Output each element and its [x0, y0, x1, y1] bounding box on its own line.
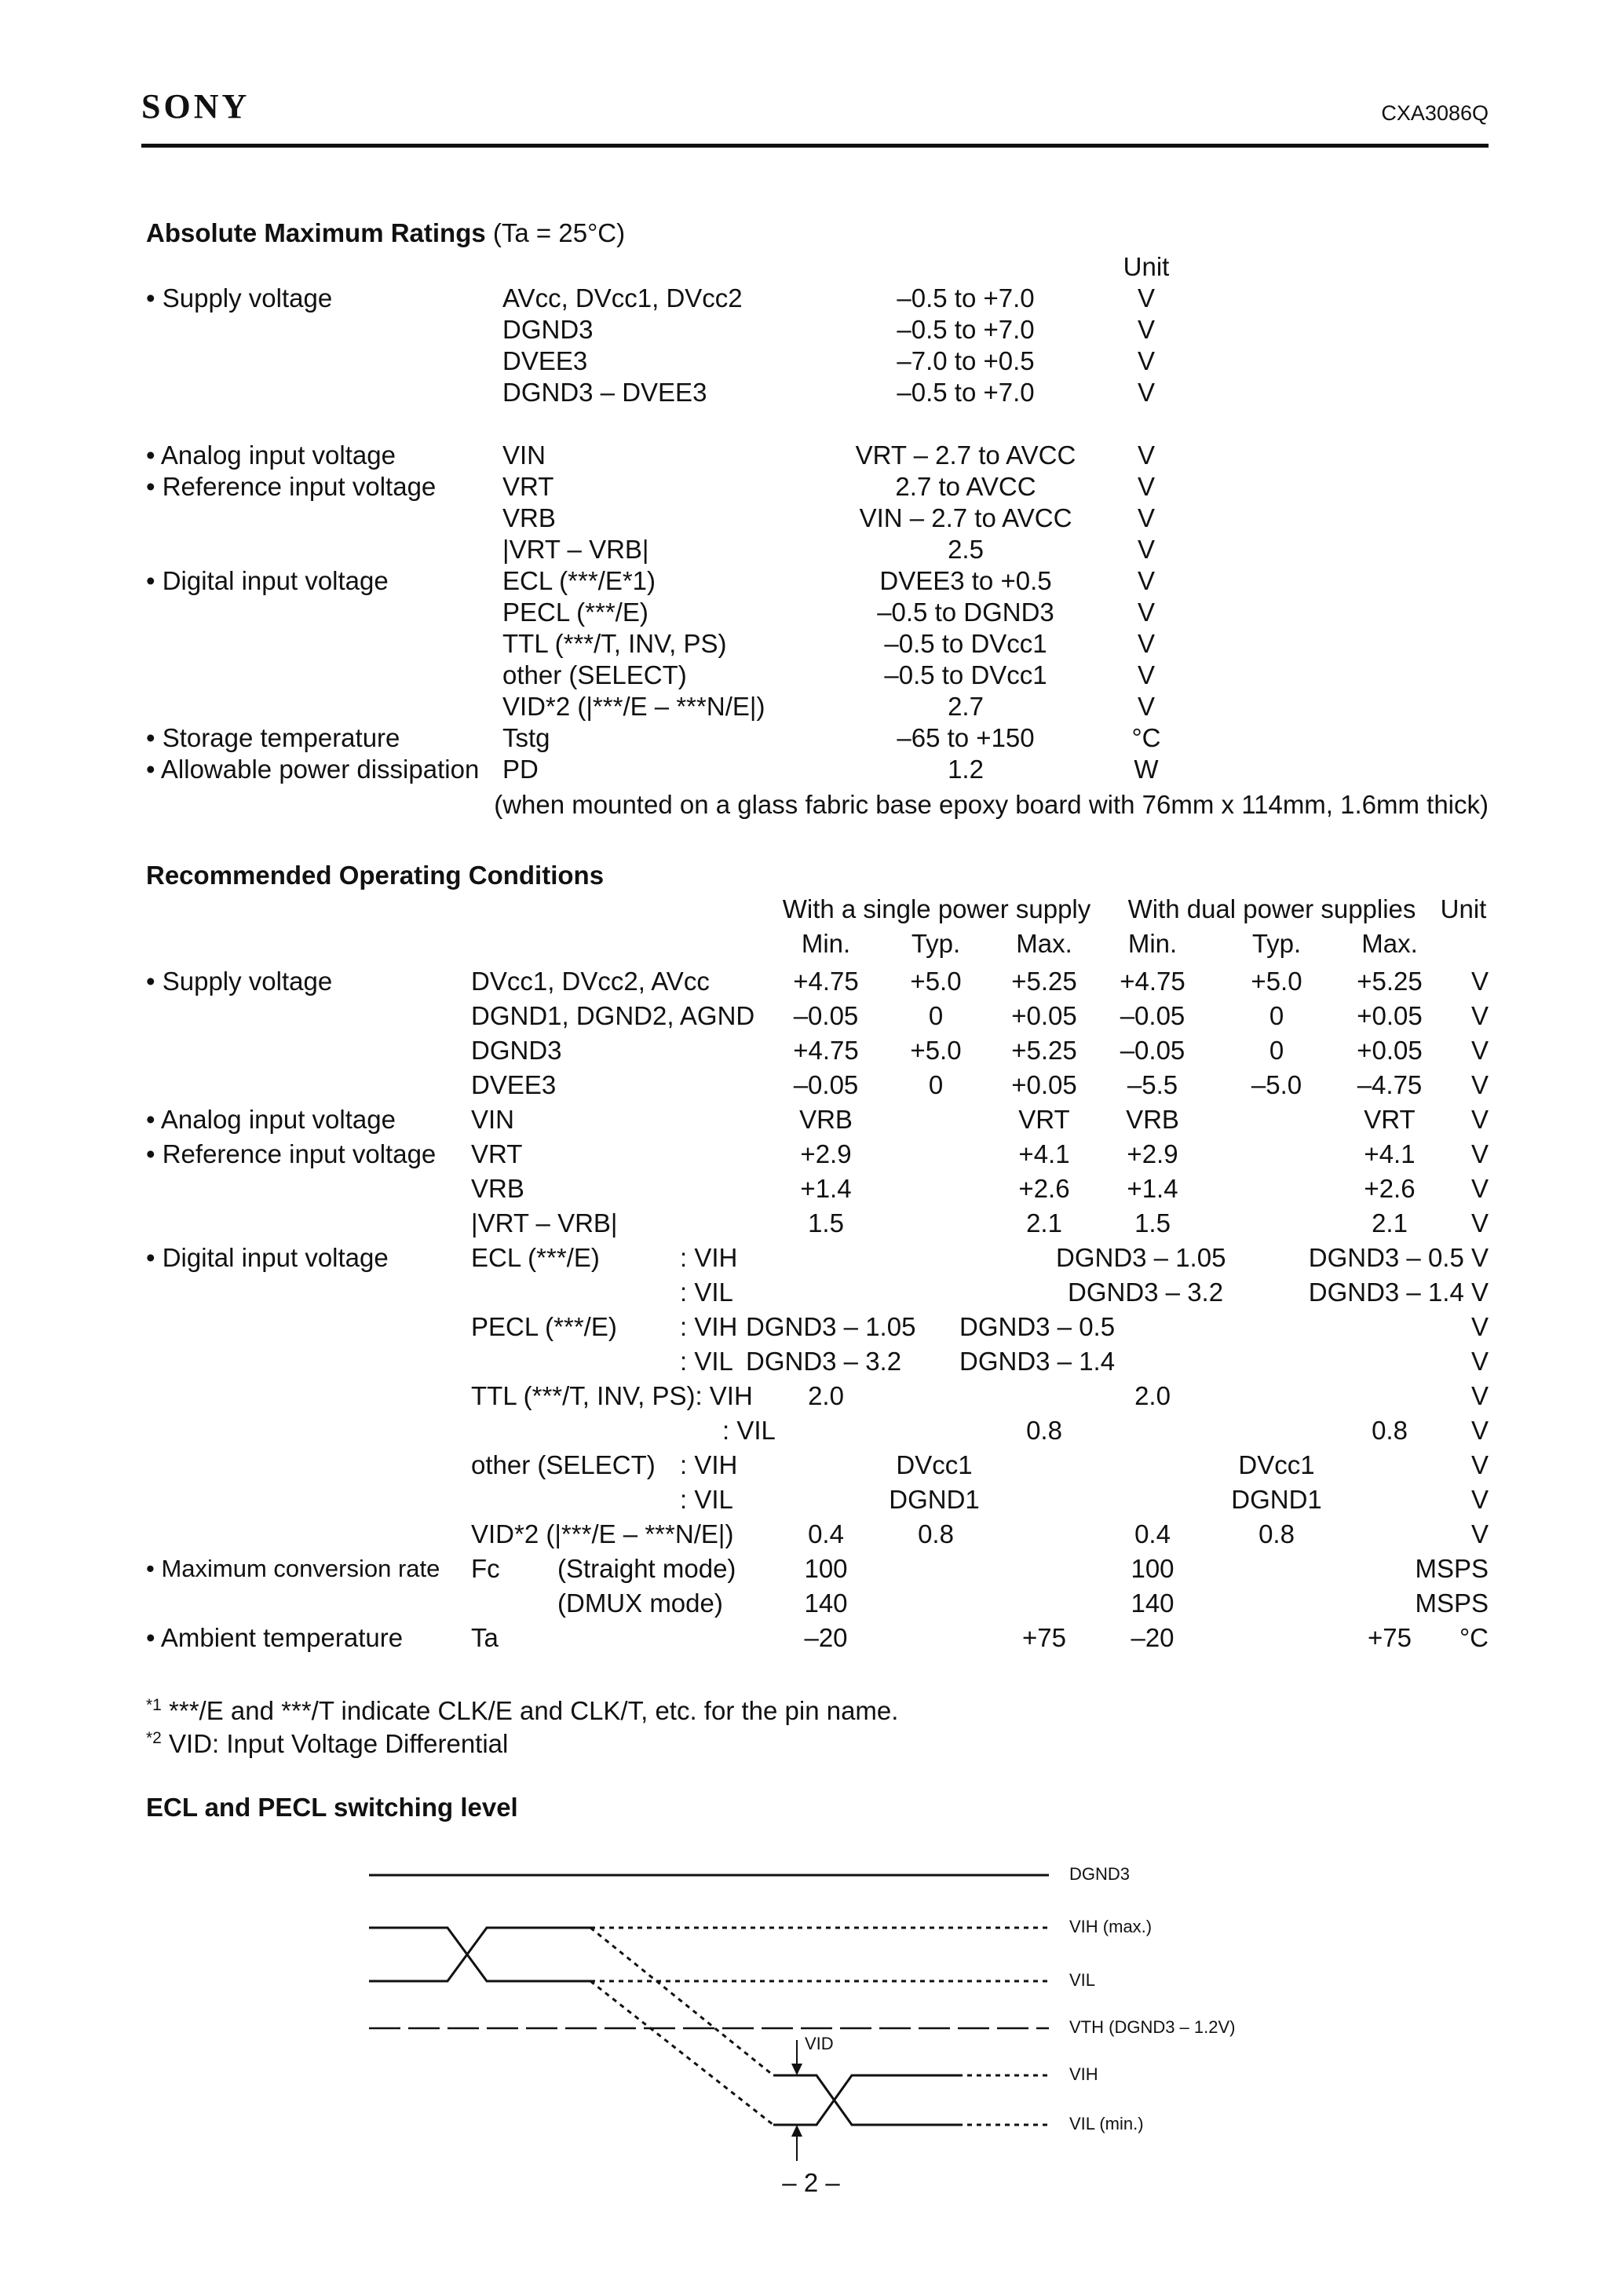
abs-row-unit: V — [1137, 566, 1155, 595]
pecl-vil-label: : VIL — [680, 1347, 733, 1376]
other-vil-b: DGND1 — [1231, 1485, 1322, 1514]
conv-mode2: (DMUX mode) — [557, 1589, 723, 1618]
rec-row-cell: +2.9 — [1127, 1139, 1178, 1168]
abs-row-unit: V — [1137, 660, 1155, 689]
abs-max-condition: (Ta = 25°C) — [492, 218, 626, 247]
abs-row-symbol: AVcc, DVcc1, DVcc2 — [502, 283, 743, 313]
rec-row-unit: V — [1470, 1208, 1489, 1238]
rec-row-unit: V — [1470, 1139, 1489, 1168]
page-number: – 2 – — [782, 2168, 840, 2197]
ecl-vih-label: : VIH — [680, 1243, 738, 1272]
diagram-title: ECL and PECL switching level — [146, 1793, 518, 1822]
abs-row-symbol: VID*2 (|***/E – ***N/E|) — [502, 692, 765, 721]
rec-row-cell: +1.4 — [800, 1174, 852, 1203]
ttl-sym: TTL (***/T, INV, PS): VIH — [471, 1381, 753, 1410]
pecl-sym: PECL (***/E) — [471, 1312, 617, 1341]
rec-row-cell: –5.0 — [1251, 1070, 1302, 1099]
label-vil-min: VIL (min.) — [1069, 2114, 1144, 2133]
rec-row-cell: +2.6 — [1018, 1174, 1070, 1203]
col-header-typ: Typ. — [911, 929, 961, 958]
abs-row-value: VRT – 2.7 to AVCC — [855, 441, 1076, 470]
conv-unit-1: MSPS — [1415, 1554, 1489, 1583]
col-header-min: Min. — [801, 929, 851, 958]
vid-unit: V — [1470, 1519, 1489, 1548]
rec-row-item: • Analog input voltage — [146, 1105, 396, 1134]
label-vih-max: VIH (max.) — [1069, 1917, 1153, 1936]
rec-row-cell: +5.25 — [1011, 967, 1077, 996]
other-vil-label: : VIL — [680, 1485, 733, 1514]
abs-row-symbol: PECL (***/E) — [502, 598, 648, 627]
pecl-vil-b: DGND3 – 1.4 — [959, 1347, 1116, 1376]
conv-mode1: (Straight mode) — [557, 1554, 736, 1583]
label-vih: VIH — [1069, 2064, 1098, 2084]
rec-row-symbol: DGND1, DGND2, AGND — [471, 1001, 755, 1030]
group-single-header: With a single power supply — [782, 894, 1091, 923]
rec-row-cell: +4.75 — [1120, 967, 1185, 996]
conv-sym: Fc — [471, 1554, 500, 1583]
ttl-vih-b: 2.0 — [1134, 1381, 1171, 1410]
ambient-sym: Ta — [471, 1623, 499, 1652]
conv-v1b: 100 — [1131, 1554, 1174, 1583]
rec-row-cell: +5.25 — [1357, 967, 1423, 996]
conv-v1a: 100 — [804, 1554, 848, 1583]
rec-row-cell: VRB — [1126, 1105, 1179, 1134]
conv-v2a: 140 — [804, 1589, 848, 1618]
rec-row-cell: 2.1 — [1026, 1208, 1062, 1238]
rec-row-cell: +0.05 — [1011, 1001, 1077, 1030]
rec-row-item: • Supply voltage — [146, 967, 333, 996]
rec-row-cell: +2.9 — [800, 1139, 852, 1168]
vid-cell: 0.8 — [918, 1519, 954, 1548]
label-dgnd3: DGND3 — [1069, 1864, 1131, 1884]
rec-row-symbol: DVcc1, DVcc2, AVcc — [471, 967, 710, 996]
rec-row-cell: VRB — [799, 1105, 853, 1134]
part-number: CXA3086Q — [1381, 101, 1489, 125]
abs-row-item: • Digital input voltage — [146, 566, 389, 595]
col-header-typ: Typ. — [1251, 929, 1302, 958]
vid-sym: VID*2 (|***/E – ***N/E|) — [471, 1519, 734, 1548]
abs-row-symbol: ECL (***/E*1) — [502, 566, 656, 595]
footnote-text: ***/E and ***/T indicate CLK/E and CLK/T, etc. for the pin name. — [169, 1696, 899, 1725]
other-vil-unit: V — [1470, 1485, 1489, 1514]
vid-arrowhead-up — [791, 2125, 802, 2137]
rec-row-cell: +5.0 — [910, 967, 962, 996]
rec-row-cell: –0.05 — [793, 1001, 859, 1030]
abs-row-value: –0.5 to +7.0 — [897, 378, 1035, 407]
footnote-text: VID: Input Voltage Differential — [169, 1729, 509, 1758]
abs-row-value: DVEE3 to +0.5 — [879, 566, 1052, 595]
rec-row-cell: +5.25 — [1011, 1036, 1077, 1065]
ttl-vih-a: 2.0 — [808, 1381, 844, 1410]
rec-row-cell: VRT — [1364, 1105, 1416, 1134]
abs-row-value: VIN – 2.7 to AVCC — [859, 503, 1072, 532]
rec-row-cell: +4.1 — [1018, 1139, 1070, 1168]
abs-row-unit: V — [1137, 472, 1155, 501]
rec-row-cell: –5.5 — [1127, 1070, 1178, 1099]
abs-row-item: • Analog input voltage — [146, 441, 396, 470]
conv-v2b: 140 — [1131, 1589, 1174, 1618]
rec-row-unit: V — [1470, 1070, 1489, 1099]
abs-row-value: –0.5 to DVcc1 — [884, 660, 1047, 689]
ecl-vil-a: DGND3 – 3.2 — [1068, 1278, 1224, 1307]
group-dual-header: With dual power supplies — [1127, 894, 1416, 923]
rec-row-cell: –0.05 — [793, 1070, 859, 1099]
pecl-vih-unit: V — [1470, 1312, 1489, 1341]
rec-row-cell: +5.0 — [1251, 967, 1302, 996]
abs-row-item: • Supply voltage — [146, 283, 333, 313]
conv-item: • Maximum conversion rate — [146, 1555, 440, 1582]
other-vih-b: DVcc1 — [1238, 1450, 1315, 1479]
abs-row-value: –0.5 to +7.0 — [897, 283, 1035, 313]
other-vih-unit: V — [1470, 1450, 1489, 1479]
other-vih-a: DVcc1 — [896, 1450, 973, 1479]
other-sym: other (SELECT) — [471, 1450, 656, 1479]
pecl-vil-unit: V — [1470, 1347, 1489, 1376]
rec-row-symbol: VIN — [471, 1105, 515, 1134]
abs-row-value: –0.5 to DVcc1 — [884, 629, 1047, 658]
abs-row-symbol: Tstg — [502, 723, 550, 752]
rec-row-unit: V — [1470, 1105, 1489, 1134]
rec-row-cell: +4.1 — [1364, 1139, 1416, 1168]
abs-row-value: 2.5 — [948, 535, 984, 564]
rec-row-cell: 0 — [928, 1001, 944, 1030]
abs-max-unit-header: Unit — [1123, 252, 1170, 281]
abs-row-unit: V — [1137, 346, 1155, 375]
rec-row-symbol: DVEE3 — [471, 1070, 557, 1099]
abs-row-symbol: |VRT – VRB| — [502, 535, 649, 564]
abs-row-unit: V — [1137, 441, 1155, 470]
vid-arrowhead-down — [791, 2064, 802, 2075]
rec-row-cell: +0.05 — [1357, 1001, 1423, 1030]
rec-row-symbol: VRT — [471, 1139, 523, 1168]
rec-row-cell: +4.75 — [793, 1036, 859, 1065]
label-vid: VID — [805, 2034, 834, 2053]
abs-row-unit: V — [1137, 315, 1155, 344]
rec-row-cell: 1.5 — [1134, 1208, 1171, 1238]
abs-row-unit: V — [1137, 629, 1155, 658]
footnote-mark: *1 — [146, 1696, 162, 1714]
ecl-vih-a: DGND3 – 1.05 — [1056, 1243, 1226, 1272]
footnote-mark: *2 — [146, 1729, 162, 1747]
lower-signal-a — [773, 2075, 958, 2125]
rec-row-cell: 0 — [1269, 1001, 1284, 1030]
abs-row-item: • Storage temperature — [146, 723, 400, 752]
ecl-vil-label: : VIL — [680, 1278, 733, 1307]
abs-row-value: –7.0 to +0.5 — [897, 346, 1035, 375]
abs-row-unit: V — [1137, 535, 1155, 564]
abs-row-unit: V — [1137, 283, 1155, 313]
rec-row-cell: +5.0 — [910, 1036, 962, 1065]
vid-cell: 0.4 — [1134, 1519, 1171, 1548]
abs-row-value: –0.5 to +7.0 — [897, 315, 1035, 344]
pecl-vil-a: DGND3 – 3.2 — [746, 1347, 902, 1376]
ttl-vil-unit: V — [1470, 1416, 1489, 1445]
abs-max-note: (when mounted on a glass fabric base epoxy board with 76mm x 114mm, 1.6mm thick) — [494, 790, 1489, 819]
abs-row-value: –65 to +150 — [897, 723, 1035, 752]
ambient-cell: +75 — [1368, 1623, 1412, 1652]
ambient-cell: +75 — [1022, 1623, 1066, 1652]
abs-row-value: 2.7 to AVCC — [895, 472, 1036, 501]
rec-row-cell: +0.05 — [1011, 1070, 1077, 1099]
abs-row-symbol: other (SELECT) — [502, 660, 687, 689]
ambient-cell: –20 — [1131, 1623, 1174, 1652]
ambient-cell: –20 — [804, 1623, 848, 1652]
abs-row-symbol: VIN — [502, 441, 546, 470]
abs-row-value: 1.2 — [948, 755, 984, 784]
rec-op-unit-header: Unit — [1440, 894, 1487, 923]
abs-row-symbol: VRT — [502, 472, 554, 501]
rec-row-symbol: |VRT – VRB| — [471, 1208, 618, 1238]
ecl-vil-b: DGND3 – 1.4 V — [1308, 1278, 1489, 1307]
ttl-vil-label: : VIL — [722, 1416, 776, 1445]
rec-row-symbol: VRB — [471, 1174, 524, 1203]
ambient-unit: °C — [1459, 1623, 1489, 1652]
rec-row-cell: –0.05 — [1120, 1001, 1185, 1030]
ecl-vih-b: DGND3 – 0.5 V — [1308, 1243, 1489, 1272]
ambient-item: • Ambient temperature — [146, 1623, 404, 1652]
pecl-vih-b: DGND3 – 0.5 — [959, 1312, 1116, 1341]
col-header-min: Min. — [1127, 929, 1178, 958]
rec-op-title: Recommended Operating Conditions — [146, 861, 605, 890]
brand-logo: SONY — [141, 87, 250, 126]
rec-row-unit: V — [1470, 1174, 1489, 1203]
abs-row-unit: V — [1137, 503, 1155, 532]
label-vil: VIL — [1069, 1970, 1096, 1990]
abs-row-unit: W — [1134, 755, 1159, 784]
rec-row-cell: +1.4 — [1127, 1174, 1178, 1203]
other-vih-label: : VIH — [680, 1450, 738, 1479]
vid-cell: 0.8 — [1259, 1519, 1295, 1548]
rec-row-cell: 0 — [928, 1070, 944, 1099]
rec-row-unit: V — [1470, 967, 1489, 996]
abs-max-title: Absolute Maximum Ratings — [146, 218, 486, 247]
rec-row-cell: 2.1 — [1372, 1208, 1408, 1238]
abs-row-item: • Reference input voltage — [146, 472, 437, 501]
ttl-vil-a: 0.8 — [1026, 1416, 1062, 1445]
rec-row-cell: 1.5 — [808, 1208, 844, 1238]
abs-row-symbol: DGND3 — [502, 315, 594, 344]
abs-row-symbol: VRB — [502, 503, 556, 532]
rec-row-cell: +4.75 — [793, 967, 859, 996]
abs-row-unit: V — [1137, 378, 1155, 407]
abs-row-symbol: TTL (***/T, INV, PS) — [502, 629, 727, 658]
ttl-vih-unit: V — [1470, 1381, 1489, 1410]
abs-row-item: • Allowable power dissipation — [146, 755, 480, 784]
rec-row-item: • Reference input voltage — [146, 1139, 437, 1168]
rec-row-cell: +2.6 — [1364, 1174, 1416, 1203]
rec-row-cell: 0 — [1269, 1036, 1284, 1065]
rec-row-cell: +0.05 — [1357, 1036, 1423, 1065]
rec-row-cell: –0.05 — [1120, 1036, 1185, 1065]
rec-row-cell: –4.75 — [1357, 1070, 1423, 1099]
abs-row-symbol: DVEE3 — [502, 346, 588, 375]
abs-row-unit: V — [1137, 598, 1155, 627]
col-header-max: Max. — [1361, 929, 1418, 958]
abs-row-unit: V — [1137, 692, 1155, 721]
pecl-vih-a: DGND3 – 1.05 — [746, 1312, 916, 1341]
abs-row-value: 2.7 — [948, 692, 984, 721]
conv-unit-2: MSPS — [1415, 1589, 1489, 1618]
abs-row-value: –0.5 to DGND3 — [877, 598, 1054, 627]
col-header-max: Max. — [1016, 929, 1072, 958]
other-vil-a: DGND1 — [889, 1485, 980, 1514]
abs-row-unit: °C — [1131, 723, 1161, 752]
lower-signal-b — [773, 2075, 958, 2125]
rec-row-symbol: DGND3 — [471, 1036, 562, 1065]
rec-row-unit: V — [1470, 1001, 1489, 1030]
abs-row-symbol: DGND3 – DVEE3 — [502, 378, 707, 407]
label-vth: VTH (DGND3 – 1.2V) — [1069, 2017, 1236, 2037]
rec-row-cell: VRT — [1018, 1105, 1070, 1134]
rec-row-unit: V — [1470, 1036, 1489, 1065]
ttl-vil-b: 0.8 — [1372, 1416, 1408, 1445]
pecl-vih-label: : VIH — [680, 1312, 738, 1341]
ecl-sym: ECL (***/E) — [471, 1243, 600, 1272]
vid-cell: 0.4 — [808, 1519, 844, 1548]
digital-item: • Digital input voltage — [146, 1243, 389, 1272]
abs-row-symbol: PD — [502, 755, 539, 784]
